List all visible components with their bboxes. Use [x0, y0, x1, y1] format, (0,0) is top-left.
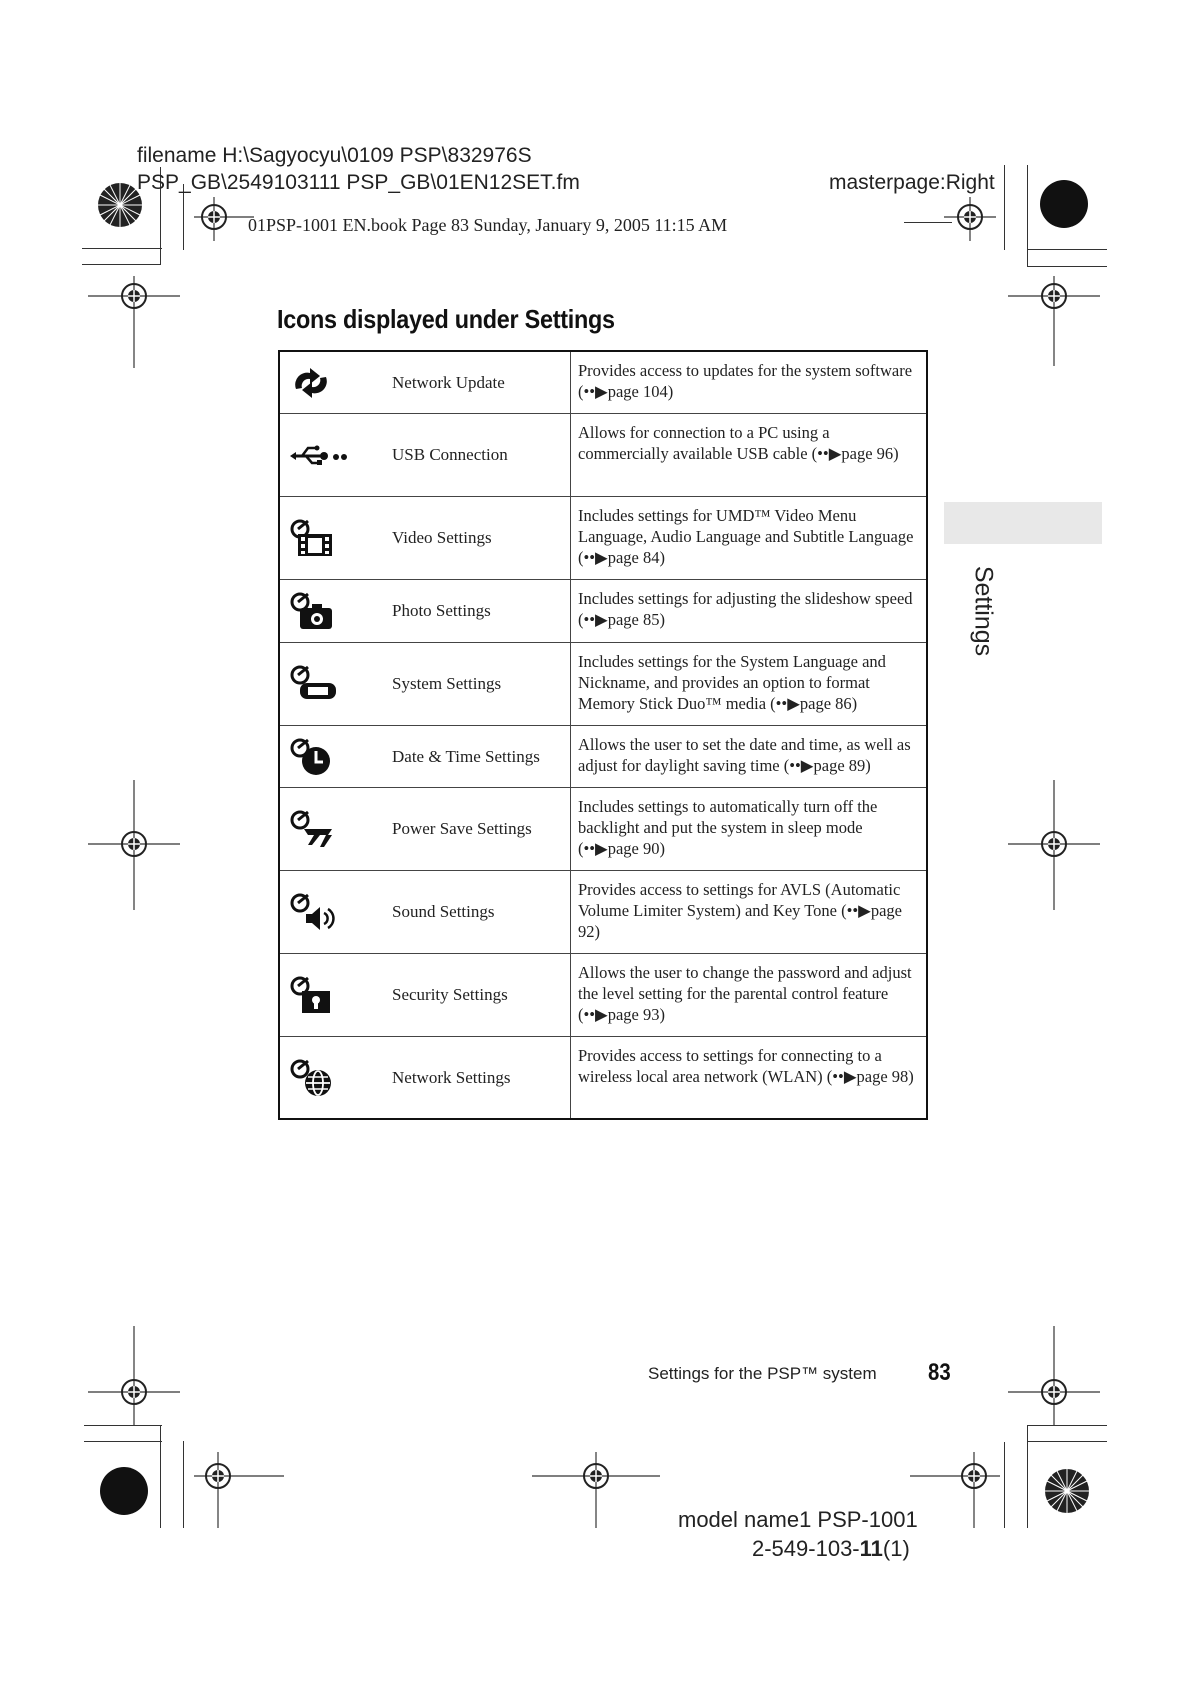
setting-name: Sound Settings: [392, 902, 495, 921]
table-row: [280, 496, 926, 579]
setting-name: Photo Settings: [392, 601, 491, 620]
network-update-icon: [288, 363, 340, 403]
power-save-settings-icon: [288, 809, 340, 849]
setting-name: Network Settings: [392, 1067, 511, 1087]
setting-description: Allows the user to set the date and time, as well as adjust for daylight saving time (••▶page 89): [570, 726, 926, 787]
registration-mark-icon: [84, 276, 184, 376]
settings-icon-table: [278, 350, 928, 1120]
page-number: 83: [928, 1359, 951, 1386]
footer-model: model name1 PSP-1001: [678, 1507, 918, 1532]
network-settings-icon: [288, 1058, 340, 1098]
usb-connection-icon: [288, 435, 360, 475]
footer-code: 2-549-103-11(1): [752, 1536, 910, 1561]
setting-name: Network Update: [392, 372, 505, 392]
side-tab-text: Settings: [969, 565, 998, 657]
registration-mark-icon: [1004, 780, 1104, 910]
setting-description: Includes settings for the System Language and Nickname, and provides an option to format Memory Stick Duo™ media (••▶page 86): [570, 643, 926, 725]
registration-mark-icon: [188, 1452, 288, 1528]
table-row: [280, 953, 926, 1036]
header-path: PSP_GB\2549103111 PSP_GB\01EN12SET.fm: [137, 171, 580, 194]
setting-name: Video Settings: [392, 528, 492, 547]
header-masterpage: masterpage:Right: [829, 171, 995, 194]
setting-description: Allows the user to change the password and adjust the level setting for the parental control feature (••▶page 93): [570, 954, 926, 1036]
header-book-line: 01PSP-1001 EN.book Page 83 Sunday, January 9, 2005 11:15 AM: [248, 215, 728, 235]
sound-settings-icon: [288, 892, 340, 932]
system-settings-icon: [288, 664, 340, 704]
table-row: [280, 642, 926, 725]
table-row: [280, 579, 926, 642]
side-tab-bar: [944, 502, 1102, 544]
footer-section-title: Settings for the PSP™ system: [648, 1364, 877, 1383]
setting-description: Provides access to updates for the system software (••▶page 104): [570, 352, 926, 413]
setting-description: Includes settings for adjusting the slideshow speed (••▶page 85): [570, 580, 926, 642]
setting-name: Date & Time Settings: [392, 746, 540, 766]
table-row: [280, 413, 926, 496]
table-row: [280, 870, 926, 953]
table-row: [280, 725, 926, 787]
side-tab-label: [963, 556, 1003, 666]
setting-description: Includes settings for UMD™ Video Menu Language, Audio Language and Subtitle Language (••▶page 84): [570, 497, 926, 579]
setting-description: Provides access to settings for AVLS (Automatic Volume Limiter System) and Key Tone (••▶page 92): [570, 871, 926, 953]
registration-mark-icon: [528, 1452, 664, 1528]
date-time-settings-icon: [288, 737, 340, 777]
registration-disc-icon: [1040, 180, 1088, 228]
registration-mark-icon: [84, 1326, 184, 1426]
table-row: [280, 1036, 926, 1118]
photo-settings-icon: [288, 591, 340, 631]
registration-mark-icon: [1004, 1326, 1104, 1426]
registration-mark-icon: [1004, 276, 1104, 376]
header-filename: filename H:\Sagyocyu\0109 PSP\832976S: [137, 144, 532, 167]
setting-description: Allows for connection to a PC using a commercially available USB cable (••▶page 96): [570, 414, 926, 496]
security-settings-icon: [288, 975, 340, 1015]
registration-mark-icon: [940, 197, 1000, 241]
setting-description: Provides access to settings for connecting to a wireless local area network (WLAN) (••▶page 98): [570, 1037, 926, 1118]
registration-mark-icon: [904, 1452, 1004, 1528]
registration-mark-icon: [84, 780, 184, 910]
setting-name: USB Connection: [392, 445, 508, 464]
starburst-target-icon: [1043, 1467, 1091, 1515]
setting-name: Security Settings: [392, 985, 508, 1004]
setting-description: Includes settings to automatically turn off the backlight and put the system in sleep mode (••▶page 90): [570, 788, 926, 870]
setting-name: System Settings: [392, 674, 502, 693]
video-settings-icon: [288, 518, 340, 558]
page-title: Icons displayed under Settings: [277, 304, 615, 334]
table-row: [280, 352, 926, 413]
registration-disc-icon: [100, 1467, 148, 1515]
setting-name: Power Save Settings: [392, 819, 532, 838]
table-row: [280, 787, 926, 870]
